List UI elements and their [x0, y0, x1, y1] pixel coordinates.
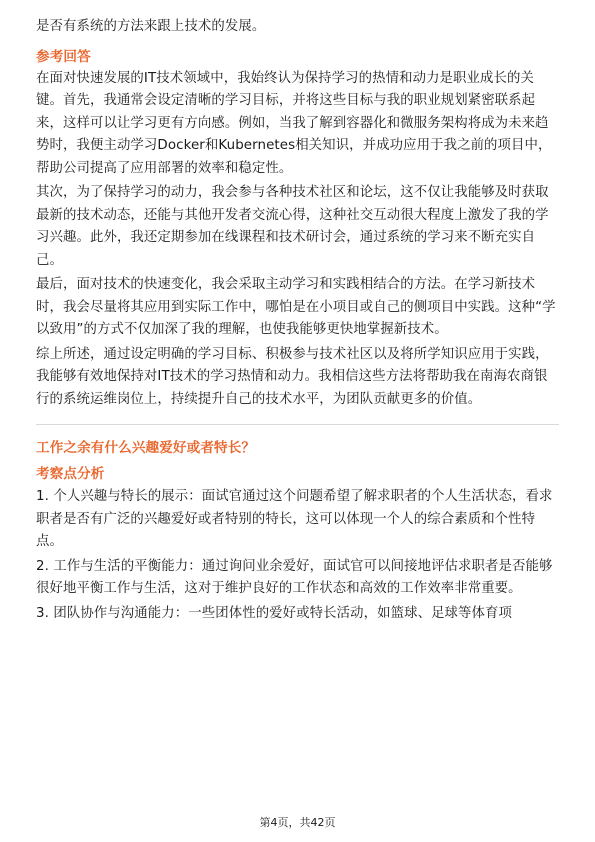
- section-divider: [36, 424, 559, 425]
- question-heading: 工作之余有什么兴趣爱好或者特长？: [36, 440, 256, 456]
- analysis-item: 1. 个人兴趣与特长的展示：面试官通过这个问题希望了解求职者的个人生活状态，看求职者是否有广泛的兴趣爱好或者特别的特长，这可以体现一个人的综合素质和个性特点。: [36, 489, 553, 549]
- analysis-item: 2. 工作与生活的平衡能力：通过询问业余爱好，面试官可以间接地评估求职者是否能够很好地平衡工作与生活，这对于维护良好的工作状态和高效的工作效率非常重要。: [36, 558, 553, 596]
- answer-body: [36, 68, 559, 412]
- answer-paragraph: 最后，面对技术的快速变化，我会采取主动学习和实践相结合的方法。在学习新技术时，我会尽量将其应用到实际工作中，哪怕是在小项目或自己的侧项目中实践。这种“学以致用”的方式不仅加深了我的理解，也使我能够更快地掌握新技术。: [36, 277, 556, 337]
- answer-heading: 参考回答: [36, 48, 91, 65]
- answer-paragraph: 其次，为了保持学习的动力，我会参与各种技术社区和论坛，这不仅让我能够及时获取最新的技术动态，还能与其他开发者交流心得，这种社交互动很大程度上激发了我的学习兴趣。此外，我还定期参加在线课程和技术研讨会，通过系统的学习来不断充实自己。: [36, 185, 549, 268]
- answer-paragraph: 综上所述，通过设定明确的学习目标、积极参与技术社区以及将所学知识应用于实践，我能够有效地保持对IT技术的学习热情和动力。我相信这些方法将帮助我在南海农商银行的系统运维岗位上，持续提升自己的技术水平，为团队贡献更多的价值。: [36, 346, 549, 407]
- answer-paragraph: 在面对快速发展的IT技术领域中，我始终认为保持学习的热情和动力是职业成长的关键。首先，我通常会设定清晰的学习目标，并将这些目标与我的职业规划紧密联系起来，这样可以让学习更有方向感。例如，当我了解到容器化和微服务架构将成为未来趋势时，我便主动学习Docker和Kubernetes相关知识，并成功应用于我之前的项目中，帮助公司提高了应用部署的效率和稳定性。: [36, 70, 552, 176]
- analysis-heading: 考察点分析: [36, 466, 105, 482]
- intro-line: 是否有系统的方法来跟上技术的发展。: [36, 19, 266, 34]
- analysis-item: 3. 团队协作与沟通能力：一些团体性的爱好或特长活动，如篮球、足球等体育项: [36, 605, 513, 621]
- analysis-list: [36, 486, 559, 625]
- document-page: [36, 16, 559, 627]
- page-footer: 第4页，共42页: [259, 816, 336, 829]
